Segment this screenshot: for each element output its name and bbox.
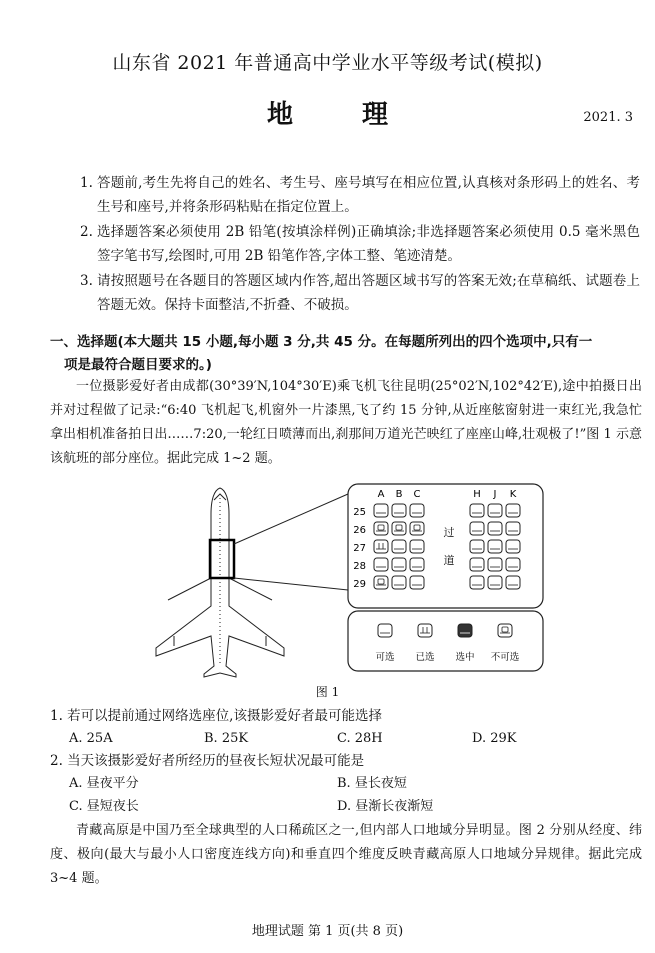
seat-icon	[410, 522, 424, 535]
subject-title: 地 理	[266, 100, 419, 130]
seat-icon	[506, 558, 520, 571]
seat-icon	[498, 624, 512, 637]
seat-icon	[392, 504, 406, 517]
seat-icon	[374, 504, 388, 517]
instruction-text: 请按照题号在各题目的答题区域内作答,超出答题区域书写的答案无效;在草稿纸、试题卷上答题无效。保持卡面整洁,不折叠、不破损。	[97, 273, 640, 313]
callout-line	[234, 578, 348, 590]
option-d: D. 昼渐长夜渐短	[337, 799, 434, 814]
seat-icon	[470, 540, 484, 553]
exam-date: 2021. 3	[583, 110, 633, 125]
seat-icon	[410, 576, 424, 589]
seat-column-label: C	[413, 489, 421, 500]
aisle-label: 道	[443, 554, 455, 567]
option-b: B. 25K	[204, 731, 249, 746]
seat-icon	[392, 522, 406, 535]
seat-row-label: 25	[353, 507, 366, 518]
seat-icon	[418, 624, 432, 637]
seat-icon	[374, 558, 388, 571]
seat-icon	[488, 558, 502, 571]
figure-caption: 图 1	[315, 685, 340, 699]
legend-label: 选中	[455, 652, 475, 663]
airplane-illustration	[156, 488, 284, 677]
seat-icon	[470, 576, 484, 589]
option-a: A. 昼夜平分	[69, 776, 139, 791]
instruction-item	[80, 172, 640, 219]
instruction-number: 1.	[80, 175, 93, 191]
instruction-item	[80, 221, 640, 268]
legend-label: 可选	[375, 652, 395, 663]
exam-title: 山东省 2021 年普通高中学业水平等级考试(模拟)	[112, 52, 543, 74]
seat-column-label: A	[377, 489, 385, 500]
seat-icon	[470, 522, 484, 535]
page-footer: 地理试题 第 1 页(共 8 页)	[251, 924, 404, 939]
section-heading-line: 一、选择题(本大题共 15 小题,每小题 3 分,共 45 分。在每题所列出的四个选项中,只有一	[50, 334, 593, 350]
seat-icon	[410, 504, 424, 517]
seat-icon	[374, 522, 388, 535]
seat-icon	[488, 576, 502, 589]
seat-icon	[470, 558, 484, 571]
seat-icon	[374, 576, 388, 589]
section-heading-line: 项是最符合题目要求的。)	[64, 357, 212, 373]
seat-icon	[392, 576, 406, 589]
option-c: C. 28H	[337, 731, 383, 746]
instructions	[80, 172, 640, 319]
figure-1	[148, 478, 548, 678]
passage-2: 青藏高原是中国乃至全球典型的人口稀疏区之一,但内部人口地域分异明显。图 2 分别从经度、纬度、极向(最大与最小人口密度连线方向)和垂直四个维度反映青藏高原人口地域分异规律。据此完成 3~4 题。	[50, 823, 642, 886]
question-1-stem: 1. 若可以提前通过网络选座位,该摄影爱好者最可能选择	[50, 708, 382, 724]
seat-row-label: 28	[353, 561, 366, 572]
seat-row-label: 29	[353, 579, 366, 590]
seat-icon	[392, 540, 406, 553]
aisle-label: 过	[443, 526, 455, 539]
section-heading	[50, 331, 642, 377]
seat-icon	[392, 558, 406, 571]
instruction-text: 选择题答案必须使用 2B 铅笔(按填涂样例)正确填涂;非选择题答案必须使用 0.5 毫米黑色签字笔书写,绘图时,可用 2B 铅笔作答,字体工整、笔迹清楚。	[97, 224, 640, 264]
instruction-item	[80, 270, 640, 317]
option-d: D. 29K	[472, 731, 517, 746]
seat-icon	[488, 540, 502, 553]
question-2-stem: 2. 当天该摄影爱好者所经历的昼夜长短状况最可能是	[50, 753, 365, 769]
seat-column-label: K	[509, 489, 517, 500]
seat-icon	[410, 558, 424, 571]
option-c: C. 昼短夜长	[69, 799, 139, 814]
highlight-box	[210, 540, 234, 578]
seat-row-label: 27	[353, 543, 366, 554]
seat-row-label: 26	[353, 525, 366, 536]
seat-column-label: B	[395, 489, 403, 500]
seat-icon	[488, 504, 502, 517]
seat-column-label: H	[473, 489, 481, 500]
instruction-number: 3.	[80, 273, 93, 289]
option-b: B. 昼长夜短	[337, 776, 407, 791]
seat-icon	[506, 504, 520, 517]
seat-icon	[410, 540, 424, 553]
option-a: A. 25A	[69, 731, 113, 746]
seat-column-label: J	[493, 489, 497, 500]
instruction-text: 答题前,考生先将自己的姓名、考生号、座号填写在相应位置,认真核对条形码上的姓名、考生号和座号,并将条形码粘贴在指定位置上。	[97, 175, 640, 215]
seat-icon	[374, 540, 388, 553]
passage-1: 一位摄影爱好者由成都(30°39′N,104°30′E)乘飞机飞往昆明(25°02′N,102°42′E),途中拍摄日出并对过程做了记录:“6:40 飞机起飞,机窗外一片漆黑,飞了约 15 分钟,从近座舷窗射进一束红光,我急忙拿出相机准备拍日出……7:20,一轮红日喷薄而出,刹那间万道光芒映红了座座山峰,壮观极了!”图 1 示意该航班的部分座位。据此完成 1~2 题。	[50, 379, 642, 466]
seat-icon	[506, 540, 520, 553]
seat-icon	[378, 624, 392, 637]
legend-label: 已选	[415, 652, 435, 663]
seat-icon	[458, 624, 472, 637]
instruction-number: 2.	[80, 224, 93, 240]
seat-icon	[506, 576, 520, 589]
seat-icon	[470, 504, 484, 517]
seat-icon	[488, 522, 502, 535]
callout-line	[234, 494, 348, 544]
seat-icon	[506, 522, 520, 535]
legend-label: 不可选	[490, 652, 520, 663]
